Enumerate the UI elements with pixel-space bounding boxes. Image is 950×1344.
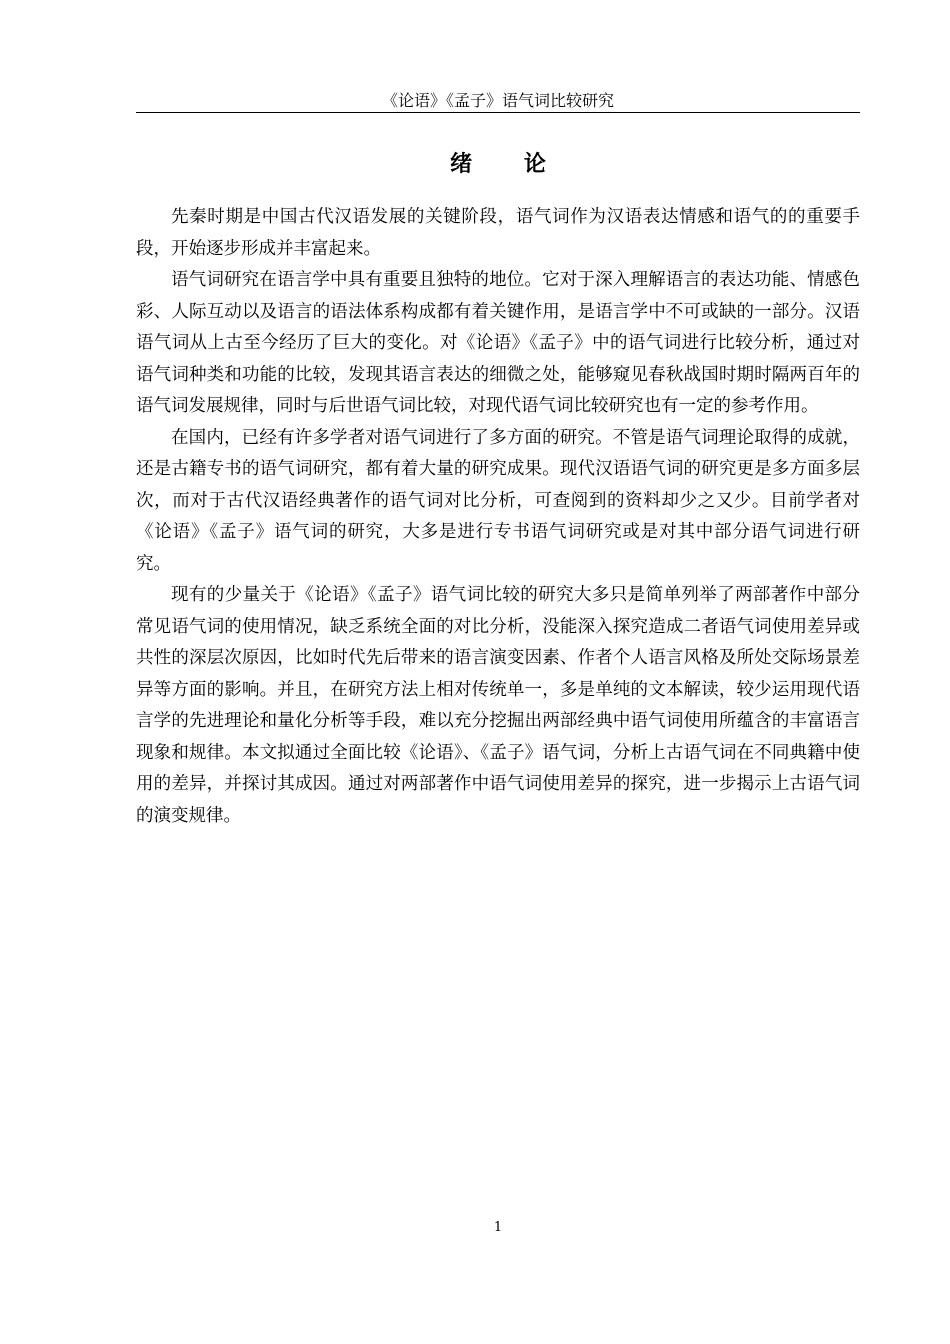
body-text xyxy=(136,202,860,832)
header-divider xyxy=(136,112,860,113)
paragraph: 语气词研究在语言学中具有重要且独特的地位。它对于深入理解语言的表达功能、情感色彩、人际互动以及语言的语法体系构成都有着关键作用，是语言学中不可或缺的一部分。汉语语气词从上古至今经历了巨大的变化。对《论语》《孟子》中的语气词进行比较分析，通过对语气词种类和功能的比较，发现其语言表达的细微之处，能够窥见春秋战国时期时隔两百年的语气词发展规律，同时与后世语气词比较，对现代语气词比较研究也有一定的参考作用。 xyxy=(136,270,860,416)
section-title: 绪 论 xyxy=(450,152,568,177)
paragraph: 先秦时期是中国古代汉语发展的关键阶段，语气词作为汉语表达情感和语气的的重要手段，开始逐步形成并丰富起来。 xyxy=(136,207,860,259)
page-number: 1 xyxy=(493,1220,503,1235)
paragraph: 在国内，已经有许多学者对语气词进行了多方面的研究。不管是语气词理论取得的成就，还是古籍专书的语气词研究，都有着大量的研究成果。现代汉语语气词的研究更是多方面多层次，而对于古代汉语经典著作的语气词对比分析，可查阅到的资料却少之又少。目前学者对《论语》《孟子》语气词的研究，大多是进行专书语气词研究或是对其中部分语气词进行研究。 xyxy=(136,427,860,574)
paragraph: 现有的少量关于《论语》《孟子》语气词比较的研究大多只是简单列举了两部著作中部分常见语气词的使用情况，缺乏系统全面的对比分析，没能深入探究造成二者语气词使用差异或共性的深层次原因，比如时代先后带来的语言演变因素、作者个人语言风格及所处交际场景差异等方面的影响。并且，在研究方法上相对传统单一，多是单纯的文本解读，较少运用现代语言学的先进理论和量化分析等手段，难以充分挖掘出两部经典中语气词使用所蕴含的丰富语言现象和规律。本文拟通过全面比较《论语》、《孟子》语气词，分析上古语气词在不同典籍中使用的差异，并探讨其成因。通过对两部著作中语气词使用差异的探究，进一步揭示上古语气词的演变规律。 xyxy=(136,585,860,826)
running-header-title: 《论语》《孟子》语气词比较研究 xyxy=(381,91,614,110)
